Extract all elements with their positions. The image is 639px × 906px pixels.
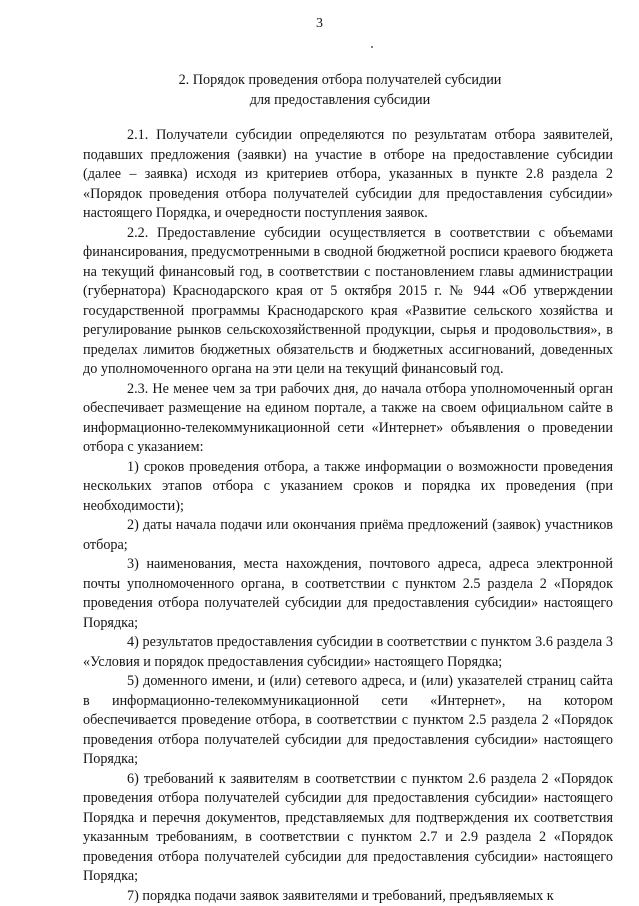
list-item-5: 5) доменного имени, и (или) сетевого адреса, и (или) указателей страниц сайта в информационно-телекоммуникационной сети «Интернет», на котором обеспечивается проведение отбора, в соответствии с пунктом 2.5 раздела 2 «Порядок проведения отбора получателей субсидии для предоставления субсидии» настоящего Порядка; (83, 672, 613, 770)
list-item-1: 1) сроков проведения отбора, а также информации о возможности проведения нескольких этапов отбора с указанием сроков и порядка их проведения (при необходимости); (83, 458, 613, 517)
list-item-6: 6) требований к заявителям в соответствии с пунктом 2.6 раздела 2 «Порядок проведения отбора получателей субсидии для предоставления субсидии» настоящего Порядка и перечня документов, представляемых для подтверждения их соответствия указанным требованиям, в соответствии с пунктом 2.7 и 2.9 раздела 2 «Порядок проведения отбора получателей субсидии для предоставления субсидии» настоящего Порядка; (83, 770, 613, 887)
paragraph-2-3: 2.3. Не менее чем за три рабочих дня, до начала отбора уполномоченный орган обеспечивает размещение на едином портале, а также на своем официальном сайте в информационно-телекоммуникационной сети «Интернет» объявления о проведении отбора с указанием: (83, 380, 613, 458)
list-item-4: 4) результатов предоставления субсидии в соответствии с пунктом 3.6 раздела 3 «Условия и порядок предоставления субсидии» настоящего Порядка; (83, 633, 613, 672)
paragraph-2-2: 2.2. Предоставление субсидии осуществляется в соответствии с объемами финансирования, предусмотренными в сводной бюджетной росписи краевого бюджета на текущий финансовый год, в соответствии с постановлением главы администрации (губернатора) Краснодарского края от 5 октября 2015 г. № 944 «Об утверждении государственной программы Краснодарского края «Развитие сельского хозяйства и регулирование рынков сельскохозяйственной продукции, сырья и продовольствия», в пределах лимитов бюджетных обязательств и бюджетных ассигнований, доведенных до уполномоченного органа на эти цели на текущий финансовый год. (83, 224, 613, 380)
heading-line-2: для предоставления субсидии (90, 90, 590, 110)
list-item-7: 7) порядка подачи заявок заявителями и требований, предъявляемых к (83, 887, 613, 906)
list-item-3: 3) наименования, места нахождения, почтового адреса, адреса электронной почты уполномоченного органа, в соответствии с пунктом 2.5 раздела 2 «Порядок проведения отбора получателей субсидии для предоставления субсидии» настоящего Порядка; (83, 555, 613, 633)
scan-speck (371, 46, 373, 48)
list-item-2: 2) даты начала подачи или окончания приёма предложений (заявок) участников отбора; (83, 516, 613, 555)
paragraph-2-1: 2.1. Получатели субсидии определяются по результатам отбора заявителей, подавших предложения (заявки) на участие в отборе на предоставление субсидии (далее – заявка) исходя из критериев отбора, указанных в пункте 2.8 раздела 2 «Порядок проведения отбора получателей субсидии для предоставления субсидии» настоящего Порядка, и очередности поступления заявок. (83, 126, 613, 224)
document-body (83, 126, 613, 906)
heading-line-1: 2. Порядок проведения отбора получателей субсидии (90, 70, 590, 90)
section-heading (90, 70, 590, 110)
page-number: 3 (0, 16, 639, 32)
